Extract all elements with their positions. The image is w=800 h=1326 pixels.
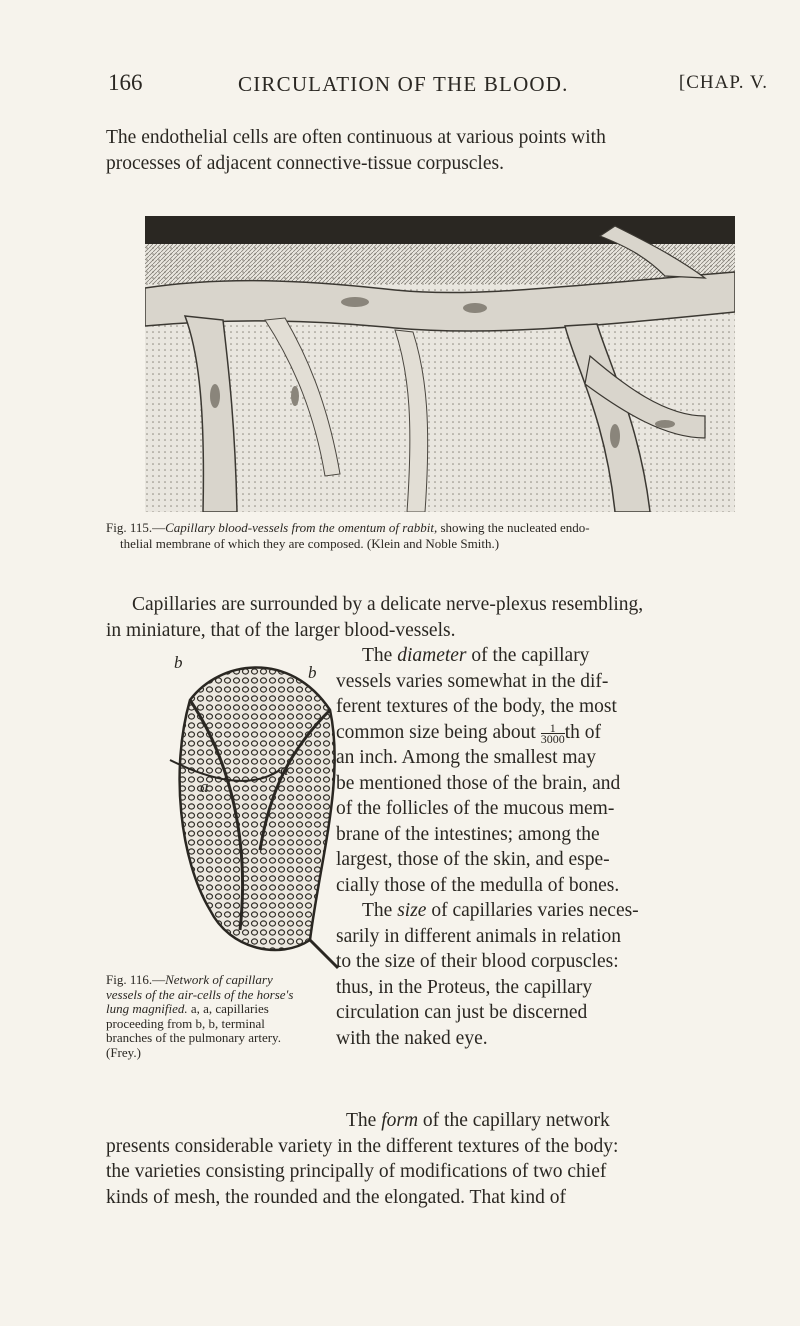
text-run: th of [564,721,601,743]
figure-letter-a: a [280,760,289,779]
text-line: ferent textures of the body, the most [336,696,617,717]
text-line: vessels varies somewhat in the dif- [336,670,609,692]
text-run: of capillaries varies neces- [426,900,639,921]
figure-title: Network of capillary vessels of the air-cells of the horse's lung magnified. [106,972,294,1016]
text-line: circulation can just be discerned [336,1002,588,1023]
text-line: brane of the intestines; among the [336,823,600,845]
fraction-numerator: 1 [541,723,565,734]
text-line: of the follicles of the mucous mem- [336,798,615,819]
text-line: largest, those of the skin, and espe- [336,849,610,870]
text-run: The [346,1110,382,1131]
figure-116-caption [106,973,306,1060]
text-line: the varieties consisting principally of modifications of two chief [106,1161,607,1182]
text-line: The endothelial cells are often continuous at various points with [106,127,606,148]
running-head [108,70,768,100]
text-line: to the size of their blood corpuscles: [336,951,619,972]
text-run: The [362,645,398,666]
paragraph-endothelial [106,125,768,176]
fraction [540,720,565,746]
text-run: The [362,900,398,921]
text-line: in miniature, that of the larger blood-vessels. [106,619,456,641]
figure-label: Fig. 115.— [106,520,166,535]
text-line: an inch. Among the smallest may [336,747,596,768]
emphasis-size: size [397,900,427,921]
text-line: Capillaries are surrounded by a delicate nerve-plexus resembling, [132,594,644,615]
text-run: common size being about [336,721,541,743]
text-line: processes of adjacent connective-tissue corpuscles. [106,152,504,174]
figure-letter-b: b [308,663,317,682]
page-number: 166 [108,70,143,95]
text-line: be mentioned those of the brain, and [336,772,621,794]
text-line: sarily in different animals in relation [336,925,622,947]
text-line [336,643,768,669]
figure-title: Capillary blood-vessels from the omentum of rabbit, [165,520,438,535]
paragraph-diameter [336,643,768,1051]
running-title: CIRCULATION OF THE BLOOD. [238,72,569,96]
emphasis-form: form [381,1110,419,1131]
text-line: kinds of mesh, the rounded and the elongated. That kind of [106,1186,566,1208]
caption-text: showing the nucleated endo- [437,520,590,535]
fraction-denominator: 3000 [540,731,565,746]
text-line: with the naked eye. [336,1027,488,1049]
figure-116-capillary-network [160,640,350,970]
text-run: of the capillary network [418,1110,610,1131]
emphasis-diameter: diameter [397,645,467,666]
text-line: thus, in the Proteus, the capillary [336,976,593,998]
figure-115-capillary-illustration [145,216,735,512]
text-line: presents considerable variety in the different textures of the body: [106,1135,619,1157]
text-line [106,1108,768,1134]
text-line: cially those of the medulla of bones. [336,874,620,896]
paragraph-form [106,1108,768,1210]
text-line [336,898,768,924]
figure-letter-b: b [174,653,183,672]
paragraph-nerve-plexus [106,592,768,643]
figure-115-caption [106,520,768,552]
figure-letter-a: a [200,777,209,796]
caption-text: thelial membrane of which they are composed. (Klein and Noble Smith.) [120,536,500,551]
text-run: of the capillary [466,645,590,666]
caption-text: a, a, capillaries proceeding from b, b, terminal branches of the pulmonary artery. (Frey.) [106,1001,281,1060]
text-line [336,720,768,746]
chapter-tag: [CHAP. V. [678,72,768,93]
figure-label: Fig. 116.— [106,972,166,987]
